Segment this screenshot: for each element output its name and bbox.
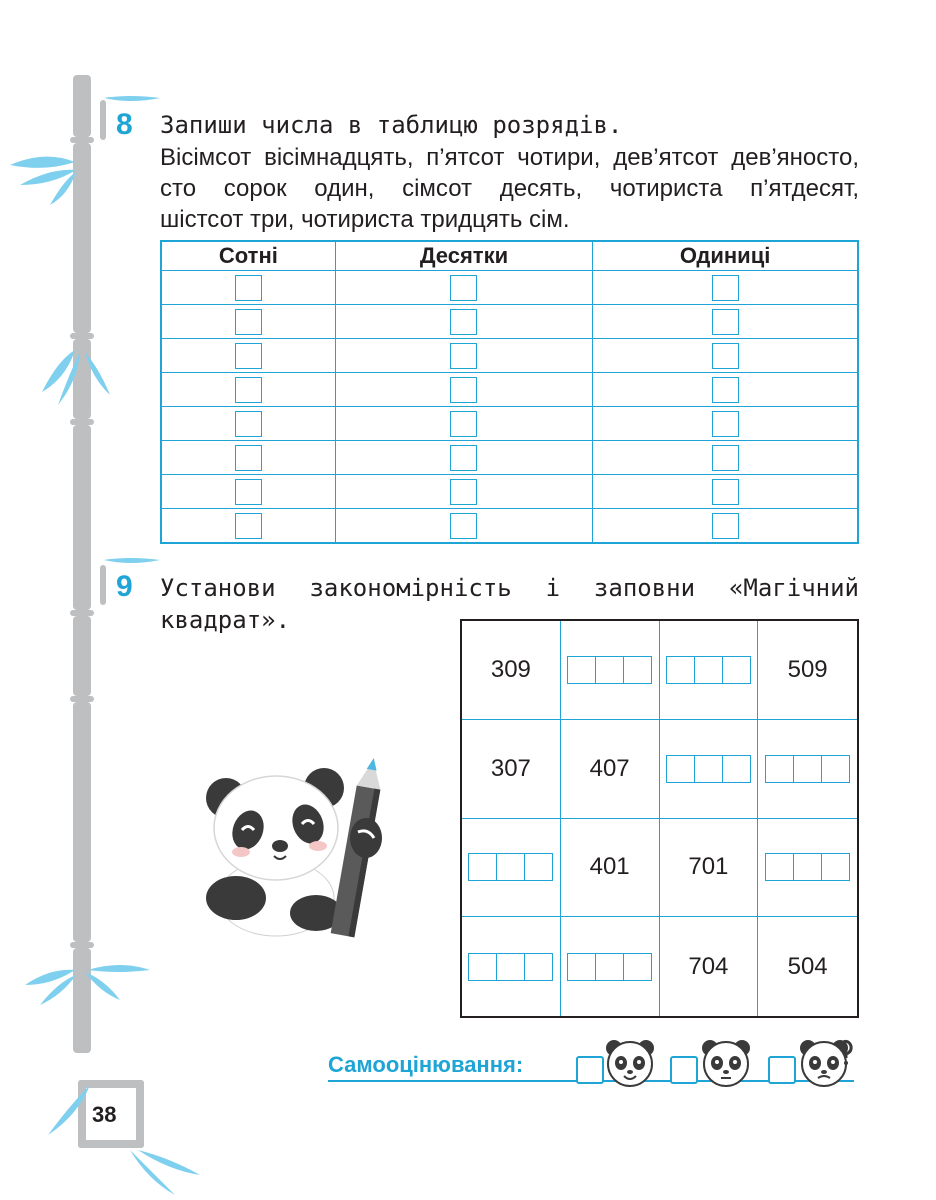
hundreds-box[interactable] — [235, 309, 262, 335]
units-box[interactable] — [712, 309, 739, 335]
units-box[interactable] — [712, 445, 739, 471]
header-tens: Десятки — [335, 241, 592, 271]
digit-box[interactable] — [568, 657, 596, 683]
task-9-number: 9 — [116, 570, 133, 603]
digit-box[interactable] — [624, 657, 651, 683]
digit-box[interactable] — [667, 657, 695, 683]
task-8-line-1: Вісімсот вісімнадцять, п’ятсот чотири, дев’ятсот дев’яносто, — [160, 144, 859, 171]
digit-box[interactable] — [497, 954, 525, 980]
table-row — [161, 339, 858, 373]
table-row — [161, 373, 858, 407]
confused-panda-icon — [796, 1036, 854, 1088]
digit-box[interactable] — [596, 657, 624, 683]
digit-box[interactable] — [794, 854, 822, 880]
digit-box[interactable] — [624, 954, 651, 980]
hundreds-box[interactable] — [235, 377, 262, 403]
magic-square-number: 401 — [589, 853, 630, 881]
task-9-title-line-2: квадрат». — [160, 606, 291, 634]
digit-box[interactable] — [822, 756, 849, 782]
magic-square-empty-cell — [660, 621, 759, 720]
answer-digit-boxes[interactable] — [567, 656, 652, 684]
digit-box[interactable] — [525, 854, 552, 880]
neutral-panda-icon — [698, 1036, 754, 1088]
assessment-checkbox-happy[interactable] — [576, 1056, 604, 1084]
magic-square-number: 307 — [490, 754, 531, 782]
hundreds-box[interactable] — [235, 343, 262, 369]
units-box[interactable] — [712, 343, 739, 369]
digit-box[interactable] — [469, 954, 497, 980]
magic-square-number-cell — [462, 720, 561, 819]
tens-box[interactable] — [450, 411, 477, 437]
tens-box[interactable] — [450, 343, 477, 369]
task-8-line-3: шістсот три, чотириста тридцять сім. — [160, 206, 570, 233]
magic-square-number-cell — [561, 720, 660, 819]
digit-box[interactable] — [596, 954, 624, 980]
magic-square — [460, 619, 859, 1018]
magic-square-number-cell — [660, 819, 759, 918]
table-row — [161, 407, 858, 441]
answer-digit-boxes[interactable] — [765, 853, 850, 881]
magic-square-number-cell — [462, 621, 561, 720]
units-box[interactable] — [712, 479, 739, 505]
digit-box[interactable] — [766, 756, 794, 782]
hundreds-box[interactable] — [235, 513, 262, 539]
hundreds-box[interactable] — [235, 275, 262, 301]
task-8-text — [160, 142, 859, 235]
task-9-title-line-1: Установи закономірність і заповни «Магічний — [160, 574, 859, 602]
table-row — [161, 305, 858, 339]
units-box[interactable] — [712, 275, 739, 301]
magic-square-empty-cell — [462, 917, 561, 1016]
tens-box[interactable] — [450, 377, 477, 403]
digit-box[interactable] — [695, 657, 723, 683]
units-box[interactable] — [712, 377, 739, 403]
digit-box[interactable] — [695, 756, 723, 782]
answer-digit-boxes[interactable] — [468, 953, 553, 981]
table-row — [161, 441, 858, 475]
hundreds-box[interactable] — [235, 411, 262, 437]
magic-square-number-cell — [758, 917, 857, 1016]
digit-box[interactable] — [723, 756, 750, 782]
magic-square-number: 407 — [589, 754, 630, 782]
tens-box[interactable] — [450, 275, 477, 301]
magic-square-empty-cell — [660, 720, 759, 819]
hundreds-box[interactable] — [235, 445, 262, 471]
header-units: Одиниці — [593, 241, 858, 271]
assessment-checkbox-neutral[interactable] — [670, 1056, 698, 1084]
magic-square-number: 309 — [490, 655, 531, 683]
header-hundreds: Сотні — [161, 241, 335, 271]
digit-box[interactable] — [568, 954, 596, 980]
magic-square-number: 509 — [787, 655, 828, 683]
magic-square-number: 504 — [787, 952, 828, 980]
digit-box[interactable] — [497, 854, 525, 880]
panda-with-pencil-illustration — [196, 748, 396, 948]
digit-box[interactable] — [822, 854, 849, 880]
table-row — [161, 509, 858, 544]
task-8-line-2: сто сорок один, сімсот десять, чотириста п’ятдесят, — [160, 175, 859, 202]
table-header-row — [161, 241, 858, 271]
tens-box[interactable] — [450, 309, 477, 335]
tens-box[interactable] — [450, 479, 477, 505]
answer-digit-boxes[interactable] — [567, 953, 652, 981]
units-box[interactable] — [712, 411, 739, 437]
answer-digit-boxes[interactable] — [468, 853, 553, 881]
magic-square-number: 701 — [688, 853, 729, 881]
place-value-table — [160, 240, 859, 544]
digit-box[interactable] — [469, 854, 497, 880]
magic-square-empty-cell — [561, 917, 660, 1016]
answer-digit-boxes[interactable] — [765, 755, 850, 783]
magic-square-empty-cell — [462, 819, 561, 918]
units-box[interactable] — [712, 513, 739, 539]
answer-digit-boxes[interactable] — [666, 755, 751, 783]
magic-square-number-cell — [660, 917, 759, 1016]
digit-box[interactable] — [794, 756, 822, 782]
assessment-checkbox-confused[interactable] — [768, 1056, 796, 1084]
magic-square-empty-cell — [758, 720, 857, 819]
answer-digit-boxes[interactable] — [666, 656, 751, 684]
happy-panda-icon — [602, 1036, 658, 1088]
digit-box[interactable] — [766, 854, 794, 880]
page-number: 38 — [92, 1102, 117, 1127]
hundreds-box[interactable] — [235, 479, 262, 505]
self-assessment-label: Самооцінювання: — [328, 1052, 524, 1077]
digit-box[interactable] — [723, 657, 750, 683]
magic-square-number: 704 — [688, 952, 729, 980]
digit-box[interactable] — [525, 954, 552, 980]
table-row — [161, 271, 858, 305]
task-8-number: 8 — [116, 108, 133, 141]
magic-square-number-cell — [561, 819, 660, 918]
magic-square-empty-cell — [758, 819, 857, 918]
digit-box[interactable] — [667, 756, 695, 782]
tens-box[interactable] — [450, 513, 477, 539]
table-row — [161, 475, 858, 509]
magic-square-number-cell — [758, 621, 857, 720]
tens-box[interactable] — [450, 445, 477, 471]
task-8-title: Запиши числа в таблицю розрядів. — [160, 111, 623, 139]
magic-square-empty-cell — [561, 621, 660, 720]
